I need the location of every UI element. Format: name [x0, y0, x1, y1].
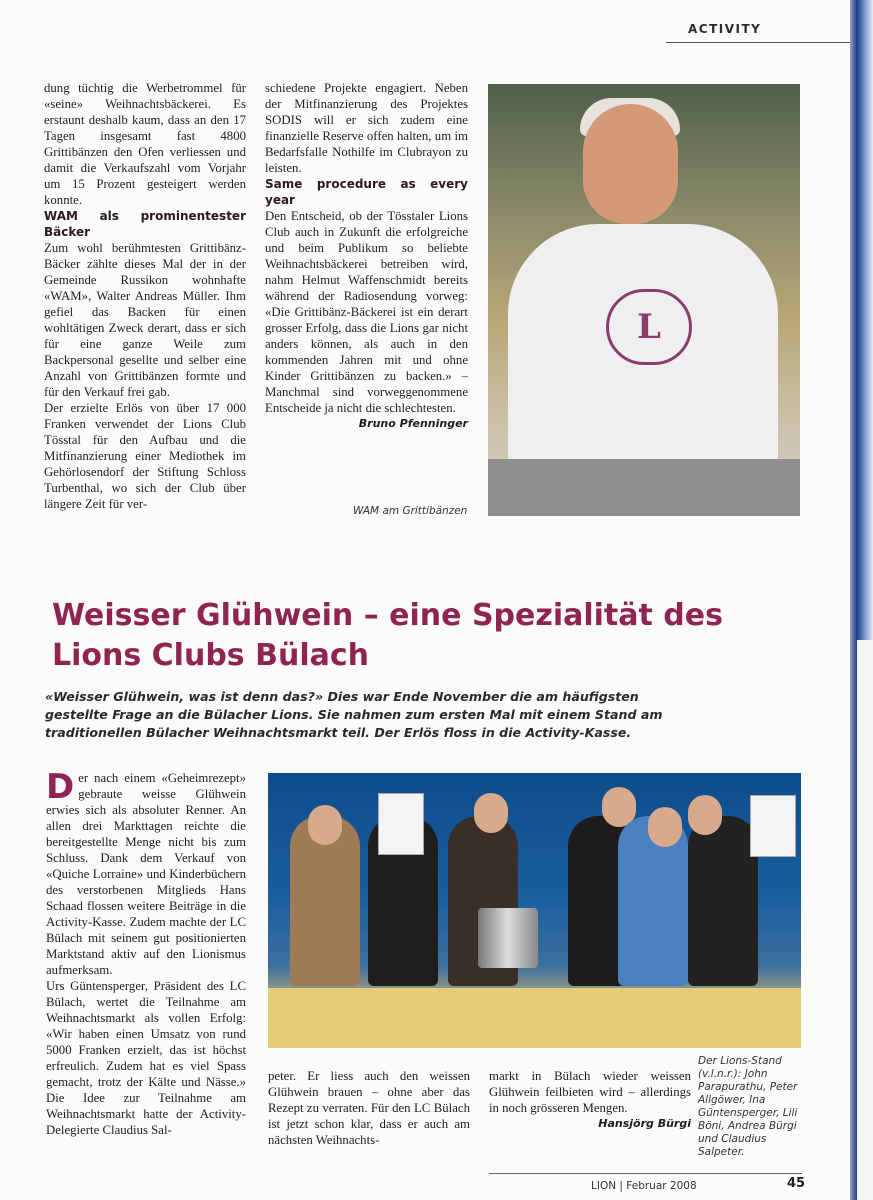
photo-head [583, 104, 678, 224]
photo-sign [378, 793, 424, 855]
photo-lions-stand [268, 773, 801, 1048]
article1-col2-paragraph: Den Entscheid, ob der Tösstaler Lions Club auch in Zukunft die erfolgreiche und beim Publikum so beliebte Weihnachtsbäckerei betreiben wird, nahm Helmut Waffenschmidt bereits während der Radiosendung vorweg: «Die Grittibänz-Bäckerei ist ein derart grosser Erfolg, dass die Lions gar nicht anders können, als auch in den kommenden Jahren mit und ohne Kinder Grittibänzen zu backen.» – Manchmal sind vorweggenommene Entscheide ja nicht die schlechtesten. [265, 209, 468, 415]
article2-col3-paragraph: markt in Bülach wieder weissen Glühwein feilbieten wird – allerdings in noch grösseren Mengen. [489, 1069, 691, 1115]
photo-person [688, 816, 758, 986]
article2-column-3 [489, 1068, 691, 1132]
article1-subheading-procedure: Same procedure as every year [265, 177, 468, 207]
article2-intro: «Weisser Glühwein, was ist denn das?» Dies war Ende November die am häufigsten gestellte Frage an die Bülacher Lions. Sie nahmen zum ersten Mal mit einem Stand am traditionellen Bülacher Weihnachtsmarkt teil. Der Erlös floss in die Activity-Kasse. [45, 689, 663, 740]
article2-col1-paragraph: Urs Güntensperger, Präsident des LC Bülach, wertet die Teilnahme am Weihnachtsmarkt als vollen Erfolg: «Wir haben einen Umsatz von rund 5000 Franken erzielt, das ist höchst erfreulich. Zudem hat es viel Spass gemacht, trotz der Kälte und Nässe.» Die Idee zur Teilnahme am Weihnachtsmarkt hatte der Activity-Delegierte Claudius Sal- [46, 979, 246, 1137]
photo-wam-baking [488, 84, 800, 516]
article1-column-1 [44, 80, 246, 512]
section-rule [666, 42, 851, 43]
article1-col1-paragraph: Zum wohl berühmtesten Grittibänz-Bäcker zählte dieses Mal der in der Gemeinde Russikon wohnhafte «WAM», Walter Andreas Müller. Ihm gefiel das Backen für einen wohltätigen Zweck derart, dass er sich für eine ganze Weile zum Backpersonal gesellte und selber eine Anzahl von Grittibänzen formte und für den Verkauf frei gab. [44, 241, 246, 399]
photo-face [688, 795, 722, 835]
article2-column-2 [268, 1068, 470, 1148]
section-label: ACTIVITY [688, 22, 762, 36]
photo-counter [268, 988, 801, 1048]
photo-table [488, 459, 800, 516]
article2-col1-paragraph: er nach einem «Geheimrezept» gebraute weisse Glühwein erwies sich als absoluter Renner. An allen drei Markttagen reichte die bereitgestellte Menge nicht bis zum Schluss. Dank dem Verkauf von «Quiche Lorraine» und Kinderbüchern des verstorbenen Mitglieds Hans Schaad flossen weitere Beiträge in die Activity-Kasse. Zudem machte der LC Bülach mit seinem gut positionierten Marktstand aktiv auf den Lionismus aufmerksam. [46, 771, 246, 977]
photo-pot [478, 908, 538, 968]
photo-face [308, 805, 342, 845]
photo-caption-stand: Der Lions-Stand (v.l.n.r.): John Parapurathu, Peter Allgöwer, Ina Güntensperger, Lili Böni, Andrea Bürgi und Claudius Salpeter. [698, 1055, 798, 1158]
footer-rule [489, 1173, 802, 1174]
photo-sign [750, 795, 796, 857]
photo-face [648, 807, 682, 847]
photo-face [474, 793, 508, 833]
article2-author: Hansjörg Bürgi [598, 1117, 691, 1130]
article1-column-2 [265, 80, 468, 432]
photo-caption-wam: WAM am Grittibänzen [353, 505, 468, 517]
article2-column-1 [46, 767, 246, 1138]
adjacent-page-edge [857, 640, 873, 1200]
page-number: 45 [787, 1176, 806, 1191]
article2-dropcap: D [46, 767, 75, 807]
article1-col1-paragraph: Der erzielte Erlös von über 17 000 Franken verwendet der Lions Club Tösstal für den Aufbau und die Mitfinanzierung einer Mediothek im Gehörlosendorf der Stiftung Schloss Turbenthal, wo sich der Club über längere Zeit für ver- [44, 401, 246, 511]
article1-subheading-wam: WAM als prominentester Bäcker [44, 209, 246, 239]
article2-col2-paragraph: peter. Er liess auch den weissen Glühwein brauen – ohne aber das Rezept zu verraten. Für den LC Bülach ist jetzt schon klar, dass er auch am nächsten Weihnachts- [268, 1069, 470, 1147]
article1-col1-paragraph: dung tüchtig die Werbetrommel für «seine» Weihnachtsbäckerei. Es erstaunt deshalb kaum, dass an den 17 Tagen insgesamt fast 4800 Grittibänzen den Ofen verliessen und damit die Verkaufszahl vom Vorjahr um 15 Prozent gesteigert werden konnte. [44, 81, 246, 207]
footer-magazine: LION | Februar 2008 [591, 1180, 697, 1192]
article1-author: Bruno Pfenninger [358, 417, 468, 430]
lions-logo-icon: L [606, 289, 692, 365]
article1-col2-paragraph: schiedene Projekte engagiert. Neben der Mitfinanzierung des Projektes SODIS will er sich zudem eine finanzielle Reserve offen halten, um im Bedarfsfalle Nothilfe im Clubrayon zu leisten. [265, 81, 468, 175]
article2-headline: Weisser Glühwein – eine Spezialität des Lions Clubs Bülach [52, 598, 723, 673]
